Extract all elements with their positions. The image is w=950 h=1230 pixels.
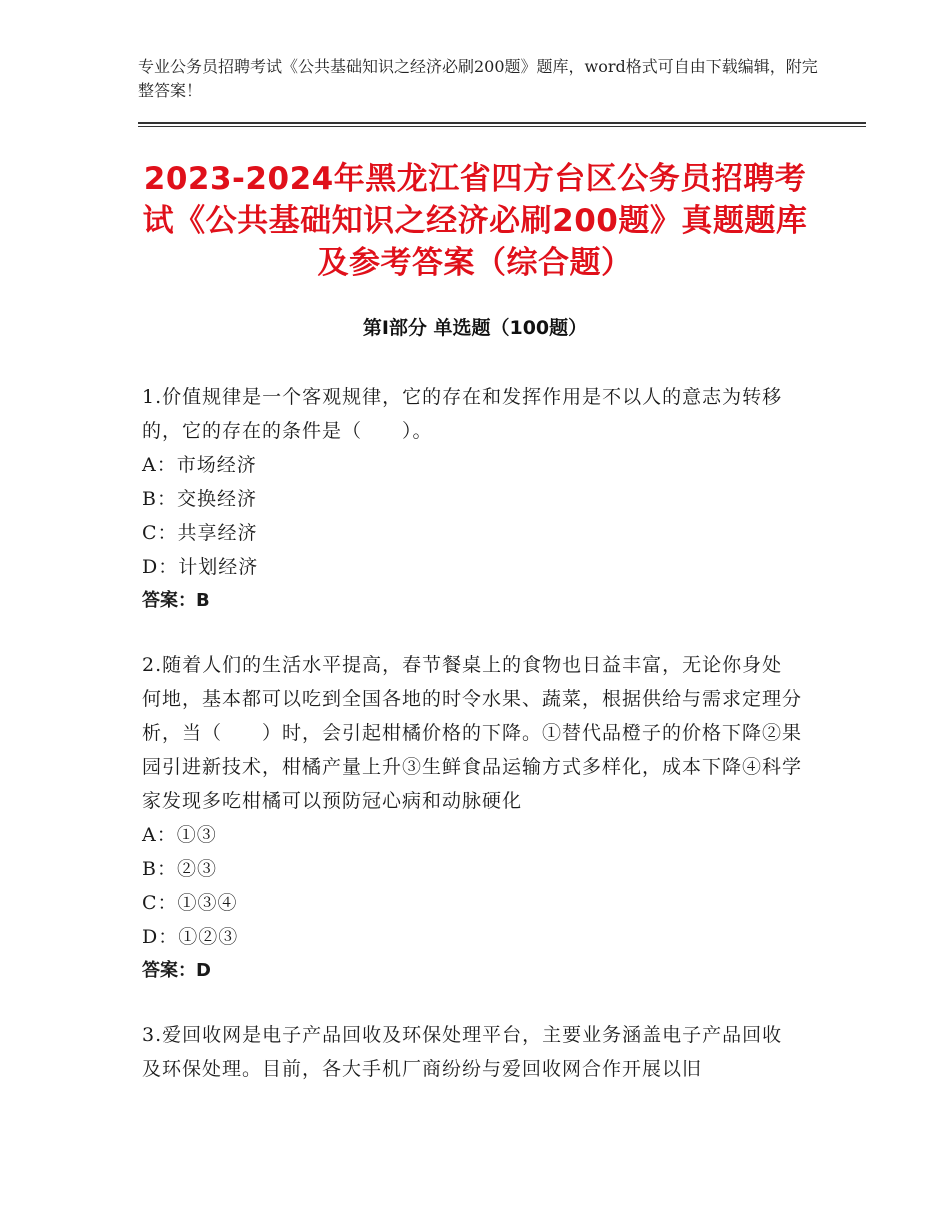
question-stem: 1.价值规律是一个客观规律，它的存在和发挥作用是不以人的意志为转移的，它的存在的条件是（ ）。 — [142, 386, 783, 442]
question-1 — [142, 380, 802, 618]
question-list — [142, 380, 802, 1116]
header-divider — [138, 122, 866, 124]
document-title: 2023-2024年黑龙江省四方台区公务员招聘考试《公共基础知识之经济必刷200题》真题题库及参考答案（综合题） — [142, 161, 808, 281]
option-a: A：市场经济 — [142, 454, 257, 476]
option-c: C：共享经济 — [142, 522, 258, 544]
option-a: A：①③ — [142, 824, 217, 846]
option-c: C：①③④ — [142, 892, 238, 914]
option-b: B：②③ — [142, 858, 217, 880]
header-note: 专业公务员招聘考试《公共基础知识之经济必刷200题》题库，word格式可自由下载编辑，附完整答案！ — [138, 57, 818, 100]
option-d: D：①②③ — [142, 926, 239, 948]
question-stem: 2.随着人们的生活水平提高，春节餐桌上的食物也日益丰富，无论你身处何地，基本都可以吃到全国各地的时令水果、蔬菜，根据供给与需求定理分析，当（ ）时，会引起柑橘价格的下降。①替代品橙子的价格下降②果园引进新技术，柑橘产量上升③生鲜食品运输方式多样化，成本下降④科学家发现多吃柑橘可以预防冠心病和动脉硬化 — [142, 654, 803, 812]
header-divider-thin — [138, 126, 866, 127]
question-3 — [142, 1018, 802, 1086]
section-title: 第Ⅰ部分 单选题（100题） — [362, 317, 588, 339]
answer: 答案：D — [142, 960, 211, 981]
question-stem: 3.爱回收网是电子产品回收及环保处理平台，主要业务涵盖电子产品回收及环保处理。目前，各大手机厂商纷纷与爱回收网合作开展以旧 — [142, 1024, 783, 1080]
option-b: B：交换经济 — [142, 488, 257, 510]
question-2 — [142, 648, 802, 988]
answer: 答案：B — [142, 590, 210, 611]
option-d: D：计划经济 — [142, 556, 259, 578]
